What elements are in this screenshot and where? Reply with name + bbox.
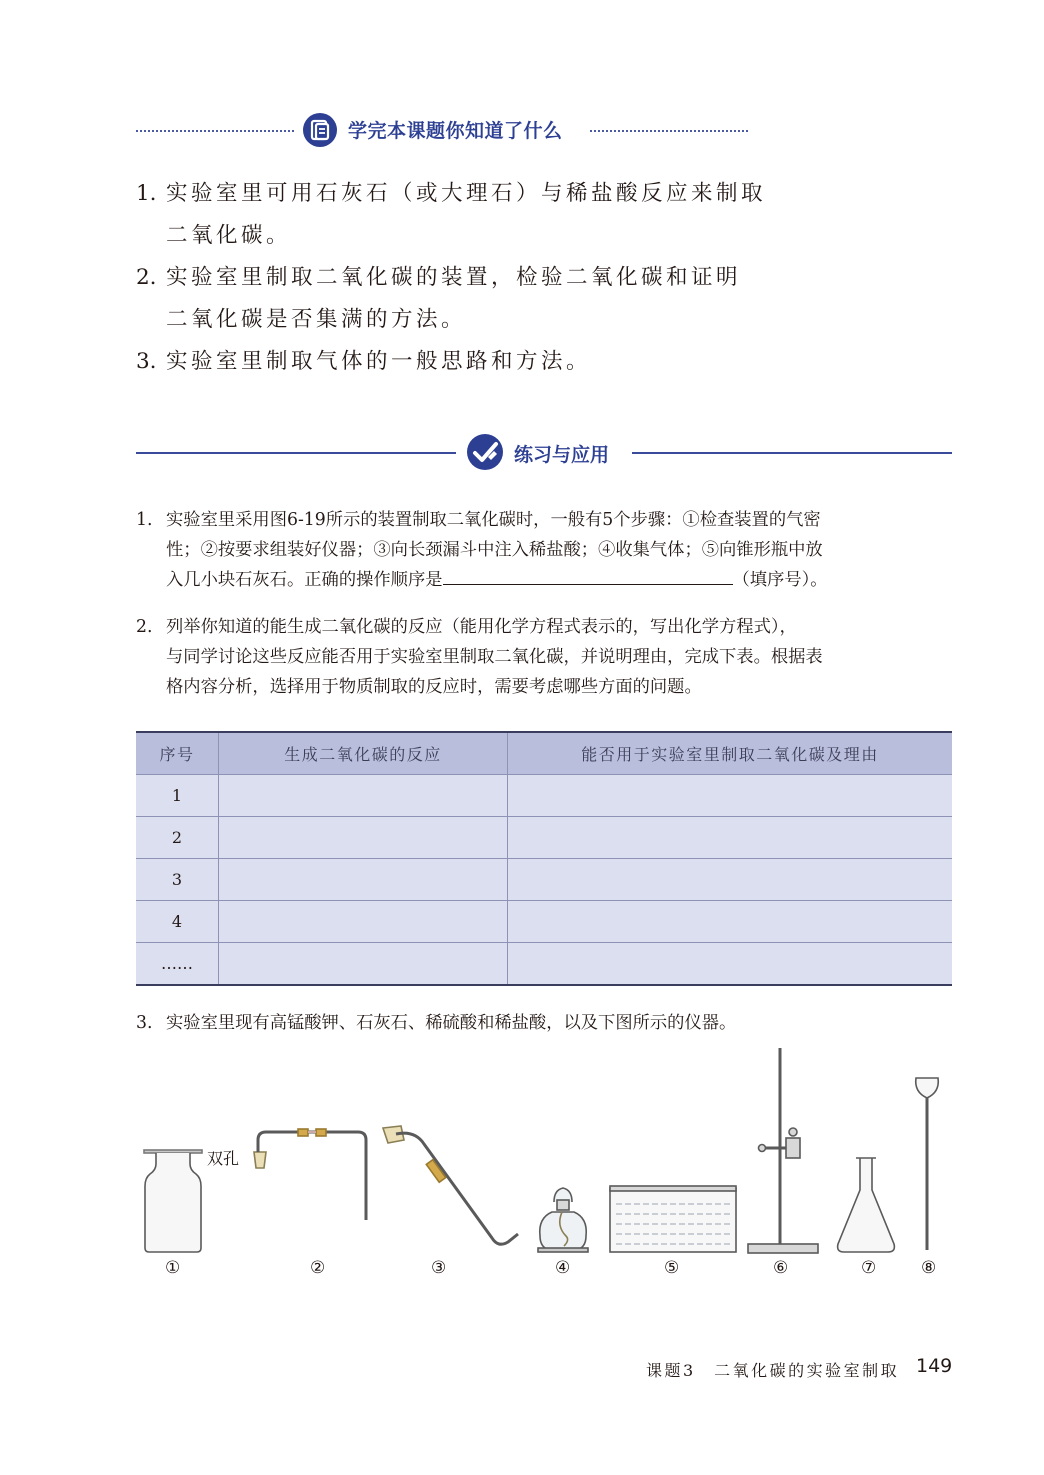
apparatus-label-7: ⑦ [861, 1258, 877, 1278]
table-header-cell: 生成二氧化碳的反应 [219, 732, 508, 775]
table-row-index: …… [136, 943, 219, 986]
table-cell-reaction[interactable] [219, 943, 508, 986]
exercise-text-line: 列举你知道的能生成二氧化碳的反应（能用化学方程式表示的，写出化学方程式）， [166, 617, 797, 637]
exercise-number: 3. [136, 1013, 153, 1033]
exercise-2 [136, 612, 954, 702]
table-row-index: 1 [136, 775, 219, 817]
table-cell-reason[interactable] [508, 859, 953, 901]
exercise-text-segment: 入几小块石灰石。正确的操作顺序是 [166, 570, 443, 590]
table-cell-reaction[interactable] [219, 901, 508, 943]
table-cell-reaction[interactable] [219, 775, 508, 817]
iron-stand [748, 1048, 818, 1253]
double-hole-stopper-with-bent-tube [254, 1129, 366, 1220]
exercise-3 [136, 1008, 954, 1038]
table-row-index: 4 [136, 901, 219, 943]
exercise-text-line: 实验室里采用图6-19所示的装置制取二氧化碳时，一般有5个步骤：①检查装置的气密 [166, 510, 821, 530]
exercise-text-line: 与同学讨论这些反应能否用于实验室里制取二氧化碳，并说明理由，完成下表。根据表 [166, 647, 823, 667]
exercise-section-title: 练习与应用 [514, 444, 610, 466]
apparatus-label-5: ⑤ [664, 1258, 680, 1278]
table-row [136, 859, 952, 901]
answer-blank[interactable] [443, 566, 733, 585]
exercise-header-line-right [632, 452, 952, 454]
summary-item-1 [136, 173, 776, 257]
table-cell-reaction[interactable] [219, 817, 508, 859]
exercise-text-line: 性；②按要求组装好仪器；③向长颈漏斗中注入稀盐酸；④收集气体；⑤向锥形瓶中放 [166, 540, 823, 560]
table-header-cell: 序号 [136, 732, 219, 775]
summary-item-text: 实验室里制取气体的一般思路和方法。 [166, 349, 592, 374]
header-dotted-line-left [136, 130, 294, 132]
summary-item-number: 2. [136, 265, 157, 290]
table-cell-reason[interactable] [508, 901, 953, 943]
table-header-cell: 能否用于实验室里制取二氧化碳及理由 [508, 732, 953, 775]
summary-item-text: 实验室里可用石灰石（或大理石）与稀盐酸反应来制取 [166, 181, 767, 206]
apparatus-label-3: ③ [431, 1258, 447, 1278]
summary-item-number: 1. [136, 181, 157, 206]
summary-section-title: 学完本课题你知道了什么 [348, 120, 563, 142]
exercise-text-line [166, 565, 954, 595]
reaction-table [136, 731, 952, 986]
summary-item-2 [136, 257, 776, 341]
table-header-row [136, 732, 952, 775]
table-row [136, 901, 952, 943]
table-row-index: 2 [136, 817, 219, 859]
gas-collecting-bottle [144, 1150, 202, 1252]
exercise-text-line: 格内容分析，选择用于物质制取的反应时，需要考虑哪些方面的问题。 [166, 677, 702, 697]
water-trough [610, 1186, 736, 1252]
exercise-number: 1. [136, 510, 153, 530]
apparatus-label-4: ④ [555, 1258, 571, 1278]
conical-flask [838, 1158, 895, 1252]
check-pencil-icon [466, 433, 504, 471]
alcohol-lamp [538, 1188, 588, 1252]
apparatus-label-1: ① [165, 1258, 181, 1278]
table-row-index: 3 [136, 859, 219, 901]
header-dotted-line-right [590, 130, 748, 132]
exercise-text-line: 实验室里现有高锰酸钾、石灰石、稀硫酸和稀盐酸，以及下图所示的仪器。 [166, 1013, 737, 1033]
table-row [136, 817, 952, 859]
stopper-with-long-bent-tube [383, 1126, 518, 1244]
book-icon [302, 112, 338, 148]
summary-item-number: 3. [136, 349, 157, 374]
exercise-text-segment: （填序号）。 [732, 570, 828, 590]
long-neck-funnel [916, 1078, 939, 1250]
apparatus-label-6: ⑥ [773, 1258, 789, 1278]
table-cell-reaction[interactable] [219, 859, 508, 901]
exercise-header-line-left [136, 452, 456, 454]
apparatus-label-2: ② [310, 1258, 326, 1278]
summary-item-text-cont: 二氧化碳。 [166, 223, 292, 248]
summary-item-text-cont: 二氧化碳是否集满的方法。 [166, 307, 467, 332]
stopper-label: 双孔 [207, 1149, 240, 1168]
table-cell-reason[interactable] [508, 943, 953, 986]
table-row [136, 943, 952, 986]
table-row [136, 775, 952, 817]
summary-item-text: 实验室里制取二氧化碳的装置，检验二氧化碳和证明 [166, 265, 742, 290]
table-cell-reason[interactable] [508, 817, 953, 859]
page-number: 149 [916, 1355, 953, 1377]
apparatus-label-8: ⑧ [921, 1258, 937, 1278]
running-footer: 课题3 二氧化碳的实验室制取 [646, 1361, 900, 1380]
summary-item-3 [136, 341, 776, 383]
exercise-1 [136, 505, 954, 595]
exercise-number: 2. [136, 617, 153, 637]
table-cell-reason[interactable] [508, 775, 953, 817]
apparatus-figure [130, 1040, 960, 1260]
